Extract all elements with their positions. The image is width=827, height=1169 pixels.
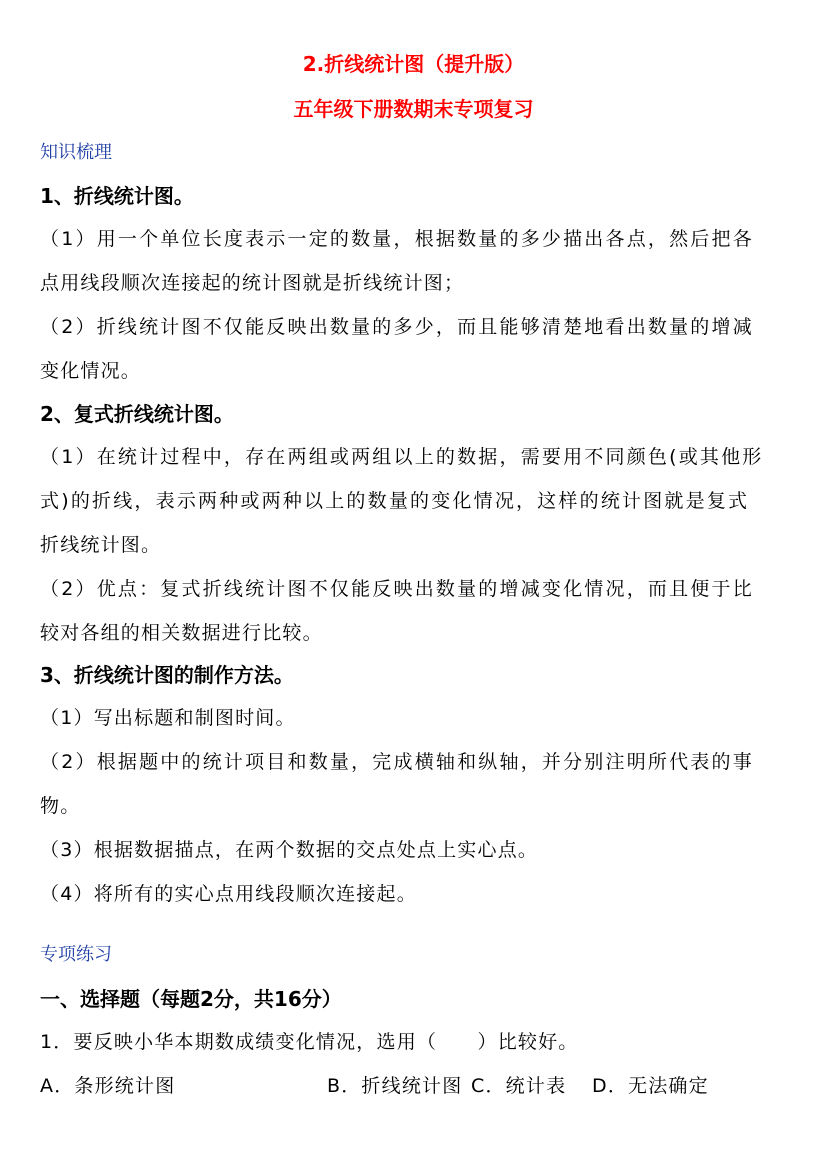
- section-practice-label: 专项练习: [40, 944, 112, 965]
- paragraph-line: 折线统计图。: [40, 534, 162, 556]
- paragraph-line: （1）用一个单位长度表示一定的数量，根据数量的多少描出各点，然后把各: [40, 228, 754, 250]
- paragraph-line: 点用线段顺次连接起的统计图就是折线统计图；: [40, 272, 465, 294]
- section-knowledge-label: 知识梳理: [40, 142, 112, 163]
- document-title: 2.折线统计图（提升版）: [302, 52, 525, 76]
- paragraph-line: 较对各组的相关数据进行比较。: [40, 622, 323, 644]
- question-1-stem: 1．要反映小华本期数成绩变化情况，选用（ ）比较好。: [40, 1031, 579, 1053]
- paragraph-line: （4）将所有的实心点用线段顺次连接起。: [40, 883, 417, 905]
- part-one-heading: 一、选择题（每题2分，共16分）: [40, 987, 342, 1011]
- paragraph-line: （2）折线统计图不仅能反映出数量的多少，而且能够清楚地看出数量的增减: [40, 316, 754, 338]
- question-1-option-d: D．无法确定: [592, 1075, 709, 1097]
- question-1-option-b: B．折线统计图: [327, 1075, 463, 1097]
- paragraph-line: 变化情况。: [40, 360, 142, 382]
- question-1-option-a: A．条形统计图: [40, 1075, 176, 1097]
- paragraph-line: （1）在统计过程中，存在两组或两组以上的数据，需要用不同颜色(或其他形: [40, 446, 764, 468]
- paragraph-line: （1）写出标题和制图时间。: [40, 707, 296, 729]
- paragraph-line: 物。: [40, 795, 81, 817]
- paragraph-line: （2）优点：复式折线统计图不仅能反映出数量的增减变化情况，而且便于比: [40, 578, 754, 600]
- paragraph-line: 式)的折线，表示两种或两种以上的数量的变化情况，这样的统计图就是复式: [40, 490, 750, 512]
- paragraph-line: （3）根据数据描点，在两个数据的交点处点上实心点。: [40, 839, 539, 861]
- paragraph-line: （2）根据题中的统计项目和数量，完成横轴和纵轴，并分别注明所代表的事: [40, 751, 754, 773]
- heading-drawing-method: 3、折线统计图的制作方法。: [40, 663, 294, 687]
- question-1-option-c: C．统计表: [471, 1075, 567, 1097]
- heading-line-chart: 1、折线统计图。: [40, 184, 194, 208]
- heading-compound-line-chart: 2、复式折线统计图。: [40, 402, 234, 426]
- document-subtitle: 五年级下册数期末专项复习: [293, 97, 534, 121]
